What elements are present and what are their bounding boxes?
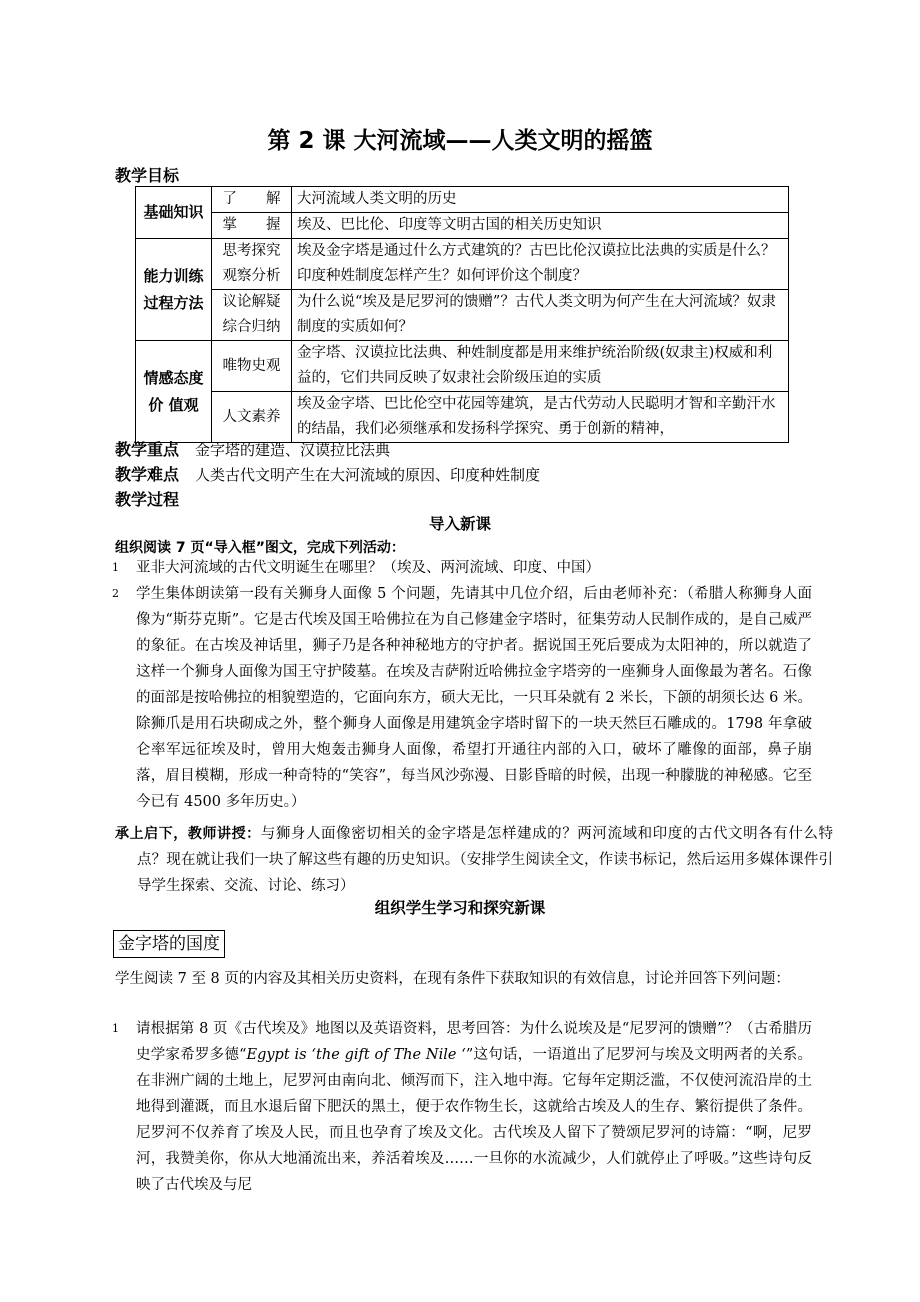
difficulty-value: 人类古代文明产生在大河流域的原因、印度种姓制度 [195,466,541,484]
item-text: 学生集体朗读第一段有关狮身人面像 5 个问题，先请其中几位介绍，后由老师补充：（希腊人称狮身人面像为“斯芬克斯”。它是古代埃及国王哈佛拉在为自己修建金字塔时，征集劳动人民制作成的，是自己威严的象征。在古埃及神话里，狮子乃是各种神秘地方的守护者。据说国王死后要成为太阳神的，所以就造了这样一个狮身人面像为国王守护陵墓。在埃及吉萨附近哈佛拉金字塔旁的一座狮身人面像最为著名。石像的面部是按哈佛拉的相貌塑造的，它面向东方，硕大无比，一只耳朵就有 2 米长，下颌的胡须长达 6 米。除狮爪是用石块砌成之外，整个狮身人面像是用建筑金字塔时留下的一块天然巨石雕成的。1798 年拿破仑率军远征埃及时，曾用大炮轰击狮身人面像，希望打开通往内部的入口，破坏了雕像的面部，鼻子崩落，眉目模糊，形成一种奇特的“笑容”，每当风沙弥漫、日影昏暗的时候，出现一种朦胧的神秘感。它至今已有 4500 多年历史。） [136,586,812,810]
sub-category: 掌 握 [212,213,292,239]
intro-instruction: 组织阅读 7 页“导入框”图文，完成下列活动： [115,540,405,556]
goal-text: 为什么说“埃及是尼罗河的馈赠”？古代人类文明为何产生在大河流域？奴隶制度的实质如何？ [292,290,789,341]
list-item [112,1016,812,1198]
table-row [136,239,789,290]
key-point-label: 教学重点 [115,440,180,459]
item-text [136,1016,812,1198]
english-quote: Egypt is ‘the gift of The Nile ‘ [246,1047,466,1063]
item-number: 2 [112,587,119,600]
list-item [112,555,812,581]
table-row [136,290,789,341]
goal-text: 埃及金字塔、巴比伦空中花园等建筑，是古代劳动人民聪明才智和辛勤汗水的结晶，我们必须继承和发扬科学探究、勇于创新的精神， [297,396,776,437]
item-text-a: 请根据第 8 页《古代埃及》地图以及英语资料，思考回答：为什么说埃及是“尼罗河的馈赠”？（古希腊历史学家希罗多德“ [136,1021,812,1063]
key-point [115,437,390,460]
transition-label: 承上启下，教师讲授： [115,826,261,842]
category-values: 情感态度价 值观 [136,341,212,443]
transition-text: 与狮身人面像密切相关的金字塔是怎样建成的？两河流域和印度的古代文明各有什么特点？现在就让我们一块了解这些有趣的历史知识。（安排学生阅读全文，作读书标记，然后运用多媒体课件引导学生探索、交流、讨论、练习） [137,826,834,894]
goal-text: 金字塔、汉谟拉比法典、种姓制度都是用来维护统治阶级(奴隶主)权威和利益的，它们共同反映了奴隶社会阶级压迫的实质 [292,341,789,392]
difficulty [115,462,540,485]
goal-text: 大河流域人类文明的历史 [292,187,789,213]
sub-category: 唯物史观 [212,341,292,392]
table-row [136,392,789,443]
table-row [136,341,789,392]
section-title: 金字塔的国度 [113,930,225,958]
category-basic-knowledge: 基础知识 [136,187,212,239]
table-row [136,213,789,239]
process-heading: 教学过程 [115,490,180,509]
list-item [112,581,812,815]
study-heading: 组织学生学习和探究新课 [374,899,546,917]
lesson-title: 第 2 课 大河流域——人类文明的摇篮 [267,128,653,154]
item-text: 亚非大河流域的古代文明诞生在哪里？（埃及、两河流域、印度、中国） [136,560,600,576]
goal-text: 埃及、巴比伦、印度等文明古国的相关历史知识 [292,213,789,239]
category-ability-method: 能力训练过程方法 [136,239,212,341]
sub-category: 议论解疑综合归纳 [212,290,292,341]
sub-category: 了 解 [212,187,292,213]
item-number: 1 [112,1022,119,1035]
transition-paragraph [115,821,833,899]
goals-heading: 教学目标 [115,166,180,185]
table-row [136,187,789,213]
intro-heading: 导入新课 [428,515,491,533]
goal-text-cell [292,392,789,443]
item-number: 1 [112,561,119,574]
sub-category: 人文素养 [212,392,292,443]
goals-table [135,186,789,443]
key-point-value: 金字塔的建造、汉谟拉比法典 [195,441,391,459]
study-intro: 学生阅读 7 至 8 页的内容及其相关历史资料，在现有条件下获取知识的有效信息，讨论并回答下列问题： [115,971,790,987]
difficulty-label: 教学难点 [115,465,180,484]
sub-category: 思考探究观察分析 [212,239,292,290]
item-text-b: ”这句话，一语道出了尼罗河与埃及文明两者的关系。在非洲广阔的土地上，尼罗河由南向北、倾泻而下，注入地中海。它每年定期泛滥，不仅使河流沿岸的土地得到灌溉，而且水退后留下肥沃的黑土，便于农作物生长，这就给古埃及人的生存、繁衍提供了条件。尼罗河不仅养育了埃及人民，而且也孕育了埃及文化。古代埃及人留下了赞颂尼罗河的诗篇：“啊，尼罗河，我赞美你，你从大地涌流出来，养活着埃及……一旦你的水流减少，人们就停止了呼吸。”这些诗句反映了古代埃及与尼 [136,1047,812,1193]
goal-text: 埃及金字塔是通过什么方式建筑的？古巴比伦汉谟拉比法典的实质是什么？印度种姓制度怎样产生？如何评价这个制度？ [292,239,789,290]
